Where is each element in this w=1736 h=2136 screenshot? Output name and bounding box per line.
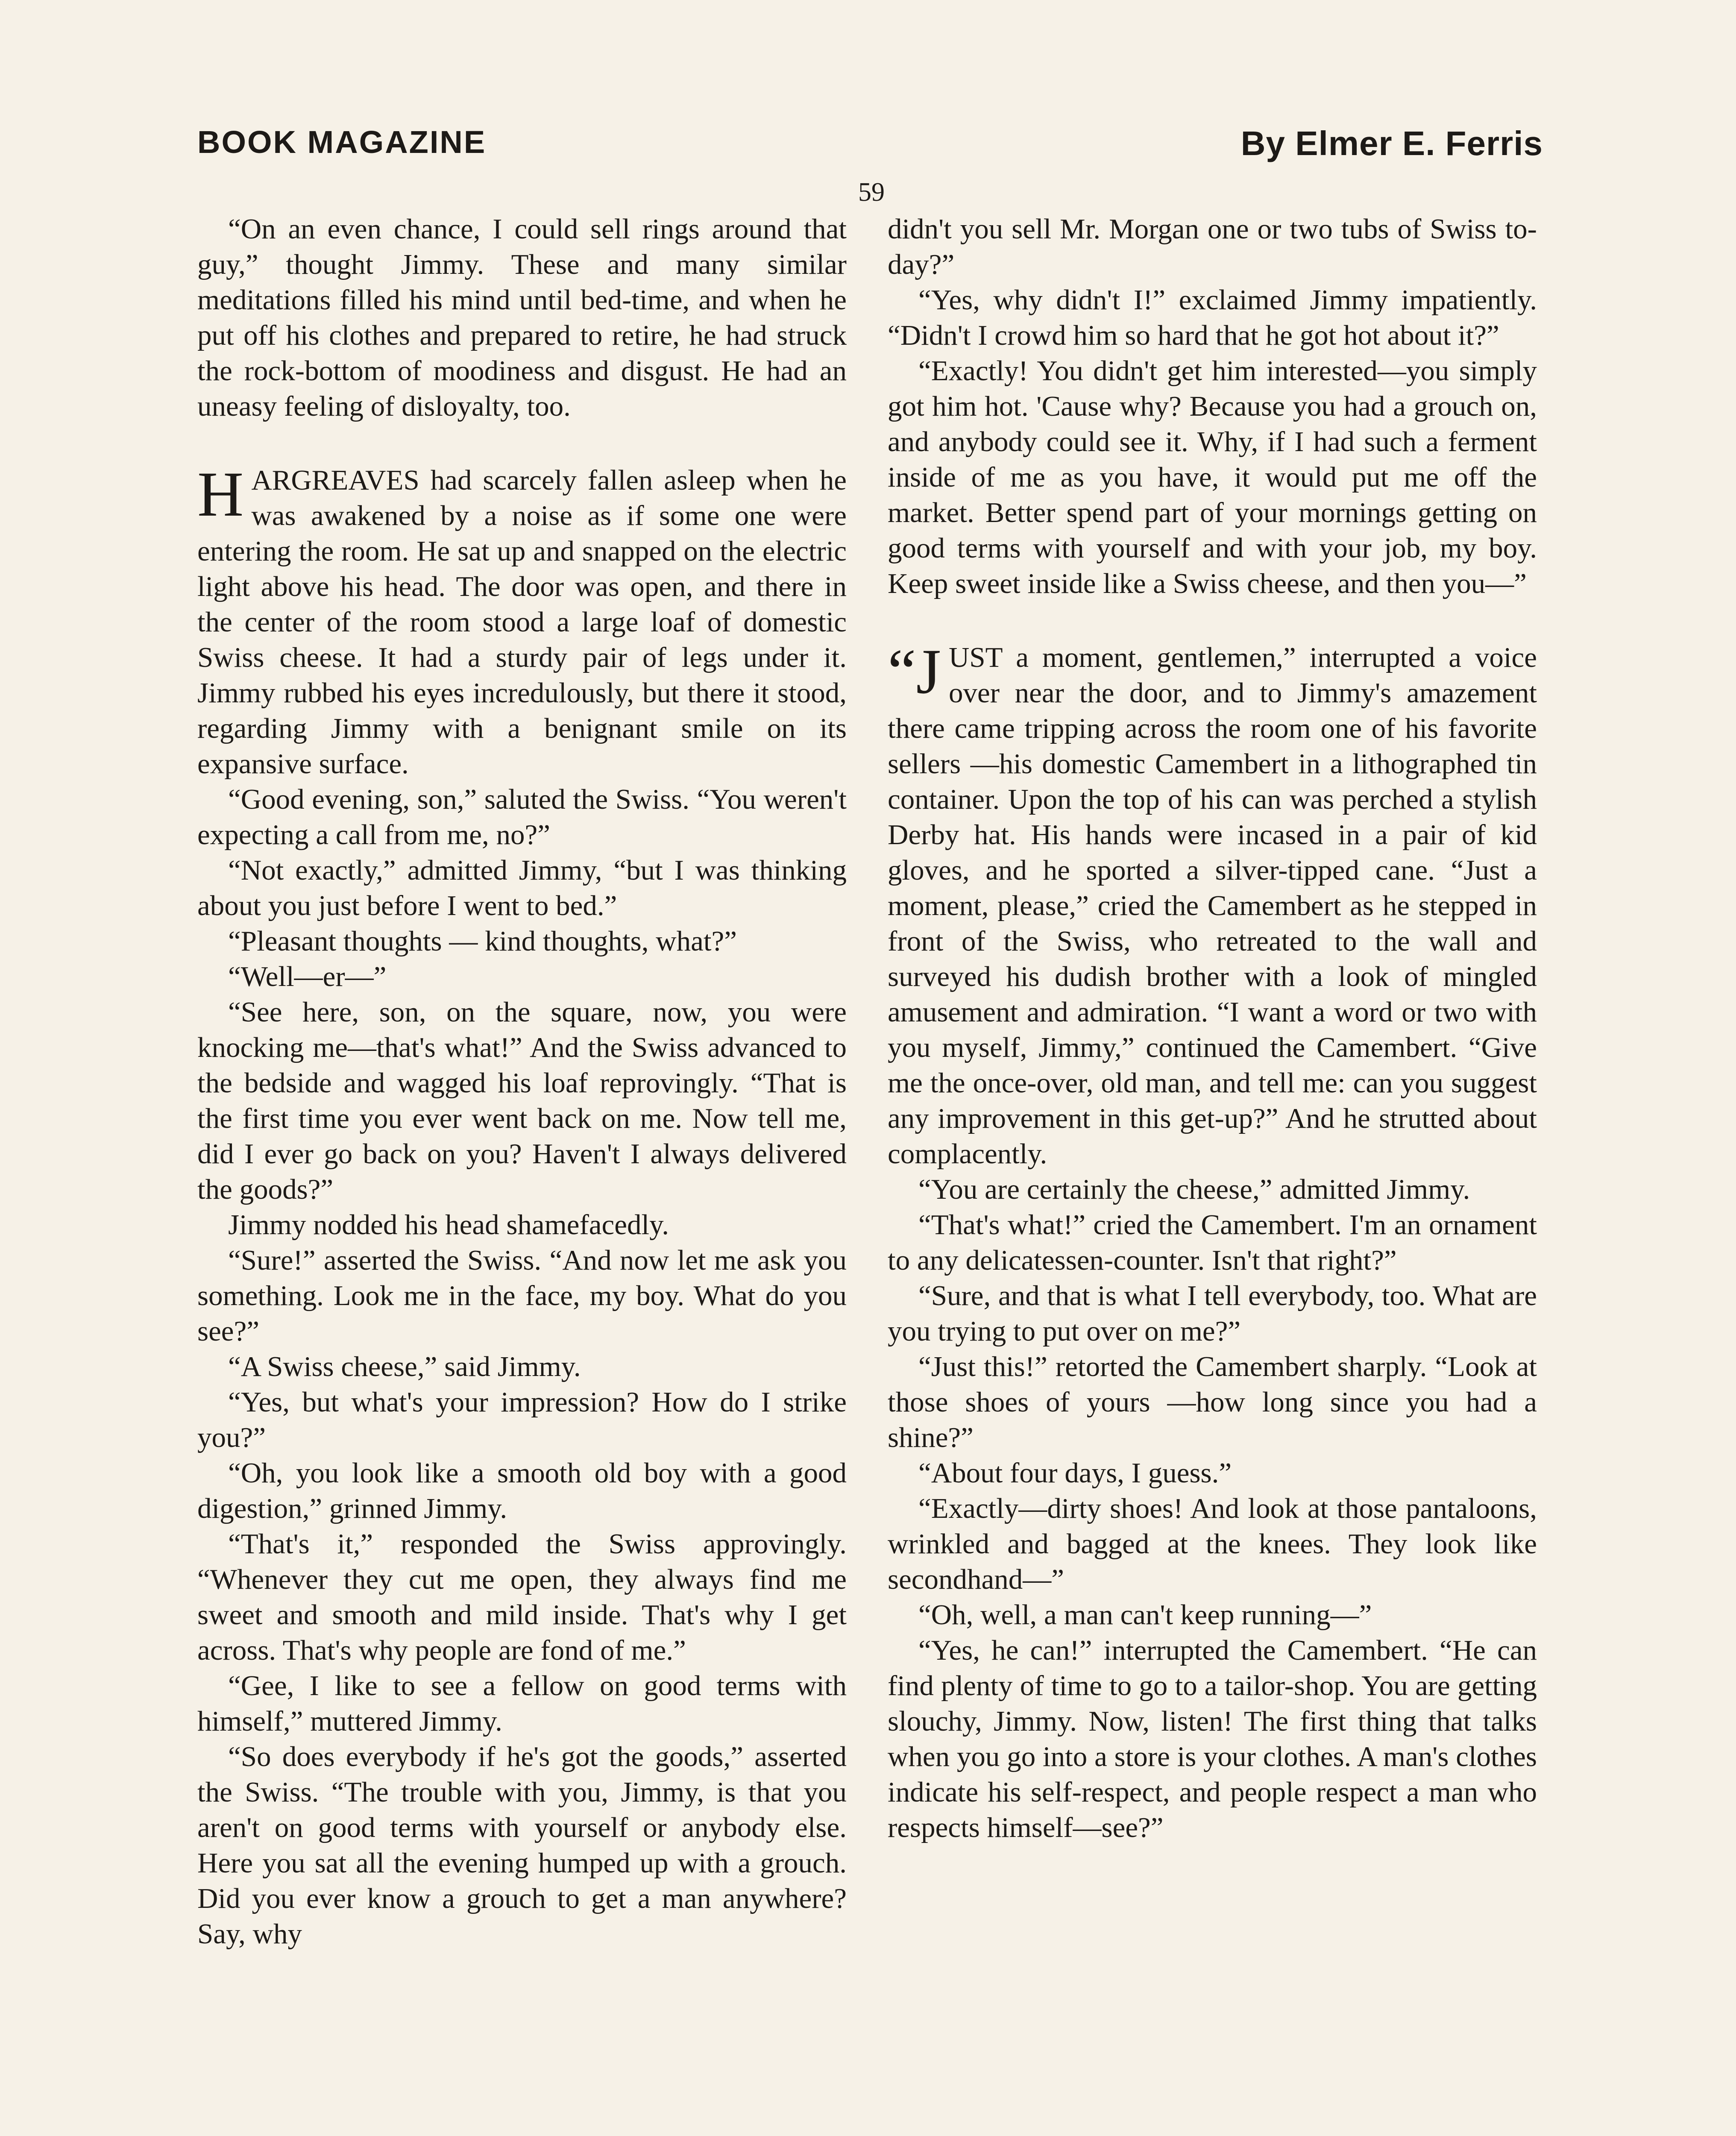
paragraph: “Exactly—dirty shoes! And look at those pantaloons, wrinkled and bagged at the knees. They look like secondhand—” bbox=[888, 1493, 1537, 1595]
left-column bbox=[197, 211, 847, 1952]
paragraph: “Oh, you look like a smooth old boy with a good digestion,” grinned Jimmy. bbox=[197, 1457, 847, 1524]
page-number: 59 bbox=[858, 178, 885, 207]
section-opening-paragraph bbox=[197, 459, 847, 782]
paragraph-text: ARGREAVES had scarcely fallen asleep when he was awakened by a noise as if some one were entering the room. He sat up and snapped on the electric light above his head. The door was open, and there in the center of the room stood a large loaf of domestic Swiss cheese. It had a sturdy pair of legs under it. Jimmy rubbed his eyes incredulously, but there it stood, regarding Jimmy with a benignant smile on its expansive surface. bbox=[197, 464, 847, 780]
section-opening-paragraph bbox=[888, 636, 1537, 1172]
paragraph: “Well—er—” bbox=[228, 961, 387, 992]
drop-cap: “J bbox=[888, 636, 941, 707]
paragraph: “Yes, but what's your impression? How do I strike you?” bbox=[197, 1386, 847, 1453]
paragraph: “Just this!” retorted the Camembert sharply. “Look at those shoes of yours —how long since you had a shine?” bbox=[888, 1351, 1537, 1453]
paragraph: “A Swiss cheese,” said Jimmy. bbox=[228, 1351, 581, 1382]
paragraph-text: UST a moment, gentlemen,” interrupted a voice over near the door, and to Jimmy's amazement there came tripping across the room one of his favorite sellers —his domestic Camembert in a lithographed tin container. Upon the top of his can was perched a stylish Derby hat. His hands were incased in a pair of kid gloves, and he sported a silver-tipped cane. “Just a moment, please,” cried the Camembert as he stepped in front of the Swiss, who retreated to the wall and surveyed his dudish brother with a look of mingled amusement and admiration. “I want a word or two with you myself, Jimmy,” continued the Camembert. “Give me the once-over, old man, and tell me: can you suggest any improvement in this get-up?” And he strutted about complacently. bbox=[888, 642, 1537, 1170]
author-byline: By Elmer E. Ferris bbox=[1240, 124, 1543, 162]
paragraph-continued: didn't you sell Mr. Morgan one or two tubs of Swiss to-day?” bbox=[888, 213, 1537, 280]
paragraph: “Not exactly,” admitted Jimmy, “but I was thinking about you just before I went to bed.” bbox=[197, 854, 847, 921]
paragraph: “Yes, he can!” interrupted the Camembert. “He can find plenty of time to go to a tailor-shop. You are getting slouchy, Jimmy. Now, listen! The first thing that talks when you go into a store is your clothes. A man's clothes indicate his self-respect, and people respect a man who respects himself—see?” bbox=[888, 1634, 1537, 1843]
right-column bbox=[888, 211, 1537, 1846]
paragraph: Jimmy nodded his head shamefacedly. bbox=[228, 1209, 669, 1241]
paragraph: “Sure!” asserted the Swiss. “And now let me ask you something. Look me in the face, my boy. What do you see?” bbox=[197, 1244, 847, 1347]
paragraph: “Good evening, son,” saluted the Swiss. “You weren't expecting a call from me, no?” bbox=[197, 783, 847, 851]
paragraph: “You are certainly the cheese,” admitted Jimmy. bbox=[918, 1174, 1470, 1205]
paragraph: “Pleasant thoughts — kind thoughts, what?” bbox=[228, 925, 737, 957]
paragraph: “That's what!” cried the Camembert. I'm an ornament to any delicatessen-counter. Isn't that right?” bbox=[888, 1209, 1537, 1276]
paragraph: “Sure, and that is what I tell everybody, too. What are you trying to put over on me?” bbox=[888, 1280, 1537, 1347]
magazine-name: BOOK MAGAZINE bbox=[197, 124, 487, 160]
drop-cap: H bbox=[197, 459, 244, 530]
paragraph: “On an even chance, I could sell rings around that guy,” thought Jimmy. These and many similar meditations filled his mind until bed-time, and when he put off his clothes and prepared to retire, he had struck the rock-bottom of moodiness and disgust. He had an uneasy feeling of disloyalty, too. bbox=[197, 213, 847, 422]
running-head bbox=[197, 124, 1543, 171]
paragraph: “Yes, why didn't I!” exclaimed Jimmy impatiently. “Didn't I crowd him so hard that he got hot about it?” bbox=[888, 284, 1537, 351]
paragraph: “Gee, I like to see a fellow on good terms with himself,” muttered Jimmy. bbox=[197, 1670, 847, 1737]
paragraph: “That's it,” responded the Swiss approvingly. “Whenever they cut me open, they always find me sweet and smooth and mild inside. That's why I get across. That's why people are fond of me.” bbox=[197, 1528, 847, 1666]
paragraph: “See here, son, on the square, now, you were knocking me—that's what!” And the Swiss advanced to the bedside and wagged his loaf reprovingly. “That is the first time you ever went back on me. Now tell me, did I ever go back on you? Haven't I always delivered the goods?” bbox=[197, 996, 847, 1205]
paragraph: “Exactly! You didn't get him interested—you simply got him hot. 'Cause why? Because you had a grouch on, and anybody could see it. Why, if I had such a ferment inside of me as you have, it would put me off the market. Better spend part of your mornings getting on good terms with yourself and with your job, my boy. Keep sweet inside like a Swiss cheese, and then you—” bbox=[888, 355, 1537, 599]
paragraph: “So does everybody if he's got the goods,” asserted the Swiss. “The trouble with you, Jimmy, is that you aren't on good terms with yourself or anybody else. Here you sat all the evening humped up with a grouch. Did you ever know a grouch to get a man anywhere? Say, why bbox=[197, 1741, 847, 1950]
paragraph: “About four days, I guess.” bbox=[918, 1457, 1232, 1489]
paragraph: “Oh, well, a man can't keep running—” bbox=[918, 1599, 1372, 1631]
